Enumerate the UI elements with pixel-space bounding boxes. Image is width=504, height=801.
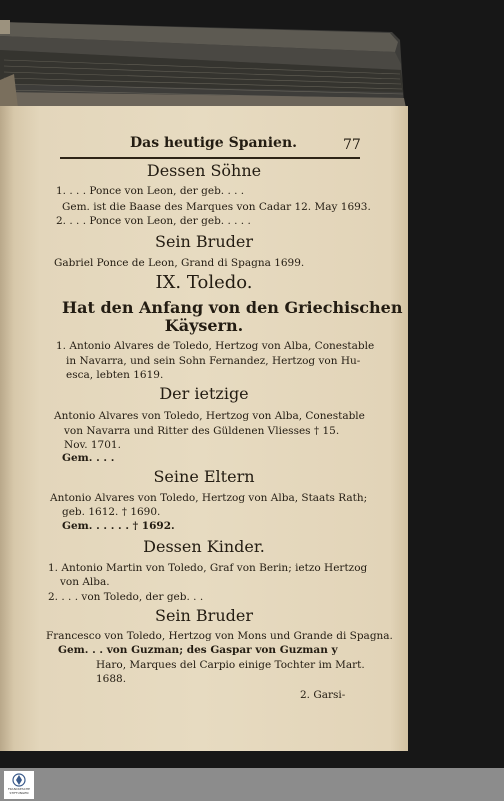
text-line: Gem. . . . . . † 1692. bbox=[62, 520, 175, 532]
section-heading: Seine Eltern bbox=[153, 467, 255, 486]
chapter-subheading: Käysern. bbox=[164, 316, 244, 335]
text-line: 2. . . . von Toledo, der geb. . . bbox=[48, 591, 204, 603]
text-line: Gem. . . von Guzman; des Gaspar von Guzman y bbox=[58, 644, 338, 656]
page-number: 77 bbox=[343, 137, 361, 153]
text-line: Haro, Marques del Carpio einige Tochter im Mart. bbox=[96, 659, 365, 671]
text-line: von Alba. bbox=[60, 576, 110, 588]
institution-logo bbox=[4, 771, 34, 799]
text-line: Nov. 1701. bbox=[64, 439, 121, 451]
text-line: 1688. bbox=[96, 673, 127, 685]
text-line: in Navarra, und sein Sohn Fernandez, Hertzog von Hu- bbox=[66, 355, 361, 367]
text-line: 2. . . . Ponce von Leon, der geb. . . . . bbox=[56, 215, 251, 227]
text-line: Antonio Alvares von Toledo, Hertzog von Alba, Staats Rath; bbox=[50, 492, 368, 504]
section-heading: Sein Bruder bbox=[154, 232, 253, 251]
section-heading: Dessen Kinder. bbox=[143, 537, 265, 556]
chapter-subheading: Hat den Anfang von den Griechischen bbox=[62, 298, 403, 317]
text-line: Gem. ist die Baase des Marques von Cadar 12. May 1693. bbox=[62, 201, 371, 213]
text-line: 1. Antonio Alvares de Toledo, Hertzog von Alba, Conestable bbox=[56, 340, 375, 352]
section-heading: Dessen Söhne bbox=[146, 161, 262, 180]
catchword: 2. Garsi- bbox=[300, 689, 346, 701]
logo-caption: FRANCKESCHE STIFTUNGEN bbox=[7, 787, 31, 795]
institution-emblem-icon bbox=[12, 773, 26, 787]
running-head: Das heutige Spanien. bbox=[130, 135, 298, 151]
chapter-heading: IX. Toledo. bbox=[155, 272, 253, 293]
text-line: esca, lebten 1619. bbox=[66, 369, 164, 381]
text-line: von Navarra und Ritter des Güldenen Vliesses † 15. bbox=[64, 425, 340, 437]
text-line: geb. 1612. † 1690. bbox=[62, 506, 161, 518]
header-rule bbox=[60, 157, 360, 159]
text-line: Francesco von Toledo, Hertzog von Mons und Grande di Spagna. bbox=[46, 630, 393, 642]
text-line: 1. . . . Ponce von Leon, der geb. . . . bbox=[56, 185, 245, 197]
text-line: Gem. . . . bbox=[62, 452, 115, 464]
section-heading: Der ietzige bbox=[159, 384, 249, 403]
viewer-footer-bar bbox=[0, 768, 504, 801]
text-line: Gabriel Ponce de Leon, Grand di Spagna 1699. bbox=[54, 257, 305, 269]
section-heading: Sein Bruder bbox=[154, 606, 253, 625]
text-line: 1. Antonio Martin von Toledo, Graf von Berin; ietzo Hertzog bbox=[48, 562, 368, 574]
text-line: Antonio Alvares von Toledo, Hertzog von Alba, Conestable bbox=[54, 410, 365, 422]
